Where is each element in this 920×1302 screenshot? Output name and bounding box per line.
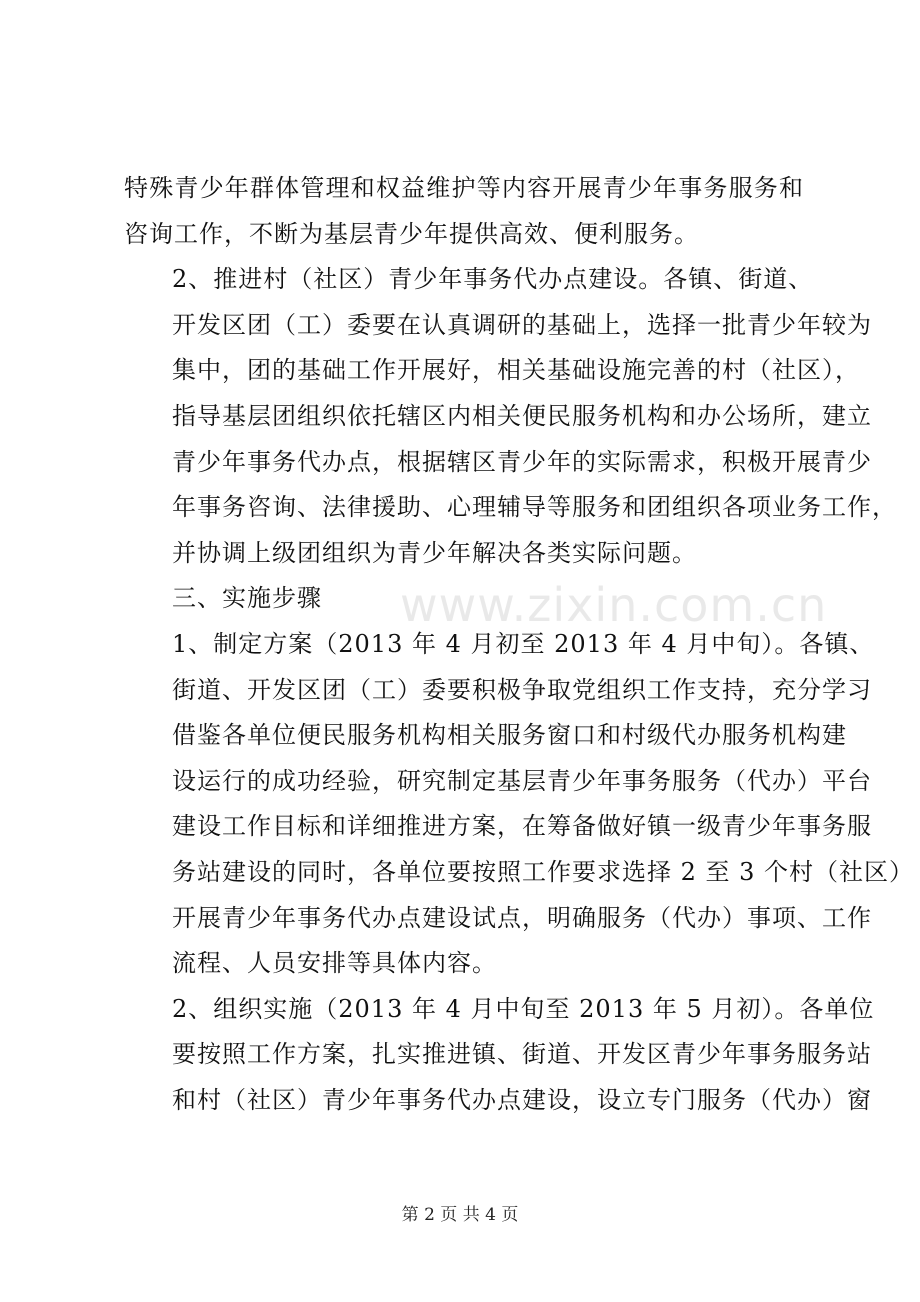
- text-line: 借鉴各单位便民服务机构相关服务窗口和村级代办服务机构建: [172, 721, 847, 750]
- text-line: 2、推进村（社区）青少年事务代办点建设。各镇、街道、: [172, 265, 814, 294]
- text-line: 建设工作目标和详细推进方案，在筹备做好镇一级青少年事务服: [172, 812, 872, 841]
- text-line: 和村（社区）青少年事务代办点建设，设立专门服务（代办）窗: [172, 1085, 872, 1114]
- text-line: 务站建设的同时，各单位要按照工作要求选择 2 至 3 个村（社区）: [172, 857, 915, 886]
- text-line: 特殊青少年群体管理和权益维护等内容开展青少年事务服务和: [124, 174, 804, 202]
- text-line: 年事务咨询、法律援助、心理辅导等服务和团组织各项业务工作，: [172, 493, 897, 522]
- paragraph: [124, 576, 804, 622]
- text-line: 青少年事务代办点，根据辖区青少年的实际需求，积极开展青少: [172, 447, 872, 476]
- text-line: 开展青少年事务代办点建设试点，明确服务（代办）事项、工作: [172, 903, 872, 932]
- text-line: 2、组织实施（2013 年 4 月中旬至 2013 年 5 月初）。各单位: [172, 994, 875, 1023]
- paragraph: [124, 166, 804, 257]
- paragraph: [124, 257, 897, 576]
- text-line: 并协调上级团组织为青少年解决各类实际问题。: [172, 538, 697, 567]
- text-line: 1、制定方案（2013 年 4 月初至 2013 年 4 月中旬）。各镇、: [172, 629, 875, 658]
- paragraph: [124, 622, 915, 987]
- text-line: 要按照工作方案，扎实推进镇、街道、开发区青少年事务服务站: [172, 1040, 872, 1069]
- text-line: 指导基层团组织依托辖区内相关便民服务机构和办公场所，建立: [172, 401, 872, 430]
- text-line: 街道、开发区团（工）委要积极争取党组织工作支持，充分学习: [172, 675, 872, 704]
- text-line: 咨询工作，不断为基层青少年提供高效、便利服务。: [124, 219, 699, 248]
- watermark: www.zixin.com.cn: [400, 578, 828, 632]
- text-line: 设运行的成功经验，研究制定基层青少年事务服务（代办）平台: [172, 766, 872, 795]
- document-body: [124, 166, 915, 1123]
- text-line: 开发区团（工）委要在认真调研的基础上，选择一批青少年较为: [172, 310, 872, 339]
- paragraph: [124, 987, 875, 1124]
- page-footer: 第 2 页 共 4 页: [401, 1205, 519, 1225]
- text-line: 流程、人员安排等具体内容。: [172, 949, 497, 978]
- text-line: 三、实施步骤: [172, 584, 322, 613]
- text-line: 集中，团的基础工作开展好，相关基础设施完善的村（社区），: [172, 356, 860, 385]
